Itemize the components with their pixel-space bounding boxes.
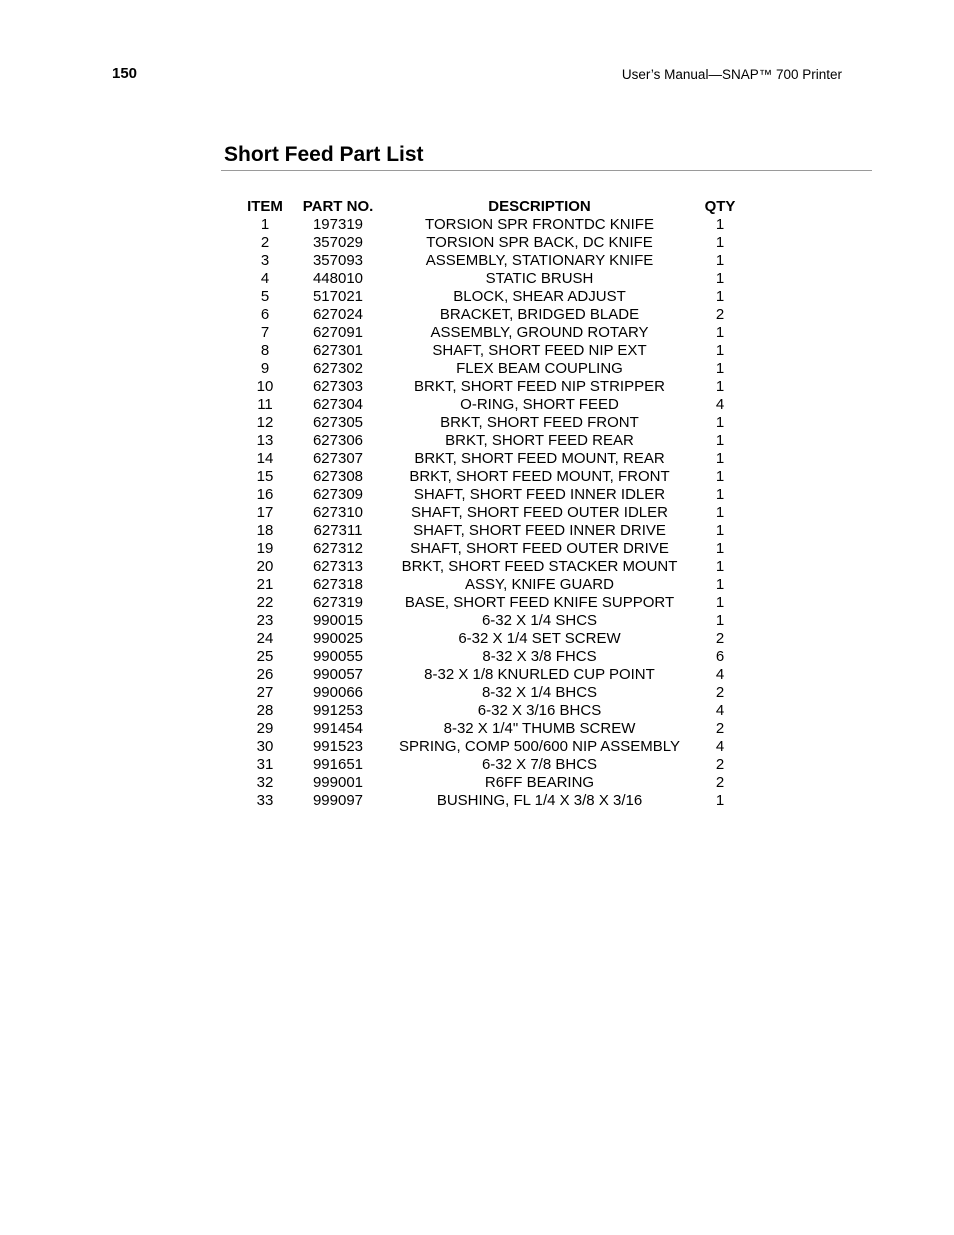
- quantity-cell: 1: [715, 360, 725, 377]
- quantity-cell: 1: [715, 522, 725, 539]
- table-row: [239, 774, 746, 792]
- part-number-cell: 990066: [312, 684, 364, 701]
- description-cell: FLEX BEAM COUPLING: [456, 360, 623, 377]
- table-row: [239, 270, 746, 288]
- table-row: [239, 468, 746, 486]
- quantity-cell: 1: [715, 504, 725, 521]
- part-number-cell: 991253: [312, 702, 364, 719]
- part-number-cell: 627307: [312, 450, 364, 467]
- part-number-cell: 627024: [312, 306, 364, 323]
- part-number-cell: 990025: [312, 630, 364, 647]
- item-number-cell: 2: [260, 234, 270, 251]
- item-number-cell: 22: [256, 594, 274, 611]
- item-number-cell: 23: [256, 612, 274, 629]
- item-number-cell: 26: [256, 666, 274, 683]
- item-number-cell: 25: [256, 648, 274, 665]
- description-cell: ASSEMBLY, STATIONARY KNIFE: [425, 252, 654, 269]
- part-number-cell: 627318: [312, 576, 364, 593]
- table-row: [239, 540, 746, 558]
- description-cell: BRKT, SHORT FEED NIP STRIPPER: [414, 378, 665, 395]
- page-number: 150: [112, 65, 138, 82]
- part-number-cell: 627306: [312, 432, 364, 449]
- part-number-cell: 991651: [312, 756, 364, 773]
- item-number-cell: 17: [256, 504, 274, 521]
- table-row: [239, 738, 746, 756]
- item-number-cell: 19: [256, 540, 274, 557]
- table-row: [239, 792, 746, 810]
- quantity-cell: 1: [715, 216, 725, 233]
- parts-table-body: [239, 216, 746, 810]
- description-cell: BRKT, SHORT FEED MOUNT, FRONT: [409, 468, 670, 485]
- part-number-cell: 627302: [312, 360, 364, 377]
- table-row: [239, 378, 746, 396]
- item-number-cell: 10: [256, 378, 274, 395]
- part-number-cell: 999097: [312, 792, 364, 809]
- description-cell: BRKT, SHORT FEED FRONT: [440, 414, 639, 431]
- table-row: [239, 234, 746, 252]
- part-number-cell: 197319: [312, 216, 364, 233]
- item-number-cell: 28: [256, 702, 274, 719]
- quantity-cell: 1: [715, 576, 725, 593]
- item-number-cell: 8: [260, 342, 270, 359]
- quantity-cell: 1: [715, 324, 725, 341]
- quantity-cell: 1: [715, 792, 725, 809]
- table-row: [239, 648, 746, 666]
- item-number-cell: 15: [256, 468, 274, 485]
- item-number-cell: 27: [256, 684, 274, 701]
- table-row: [239, 702, 746, 720]
- section-title: Short Feed Part List: [224, 143, 424, 166]
- quantity-cell: 1: [715, 612, 725, 629]
- item-number-cell: 6: [260, 306, 270, 323]
- description-cell: SHAFT, SHORT FEED INNER DRIVE: [413, 522, 666, 539]
- description-cell: BRACKET, BRIDGED BLADE: [439, 306, 640, 323]
- description-cell: SHAFT, SHORT FEED OUTER DRIVE: [410, 540, 669, 557]
- table-header-row: [239, 198, 746, 216]
- item-number-cell: 5: [260, 288, 270, 305]
- quantity-cell: 1: [715, 342, 725, 359]
- part-number-cell: 627319: [312, 594, 364, 611]
- quantity-cell: 4: [715, 666, 725, 683]
- table-row: [239, 252, 746, 270]
- description-cell: TORSION SPR BACK, DC KNIFE: [426, 234, 653, 251]
- part-number-cell: 627304: [312, 396, 364, 413]
- item-number-cell: 31: [256, 756, 274, 773]
- part-number-cell: 991523: [312, 738, 364, 755]
- part-number-cell: 991454: [312, 720, 364, 737]
- column-header-item: ITEM: [247, 198, 283, 215]
- table-row: [239, 486, 746, 504]
- item-number-cell: 21: [256, 576, 274, 593]
- description-cell: 6-32 X 7/8 BHCS: [481, 756, 598, 773]
- description-cell: BRKT, SHORT FEED STACKER MOUNT: [401, 558, 678, 575]
- part-number-cell: 627309: [312, 486, 364, 503]
- table-row: [239, 396, 746, 414]
- description-cell: BASE, SHORT FEED KNIFE SUPPORT: [404, 594, 675, 611]
- column-header-qty: QTY: [704, 198, 736, 215]
- description-cell: BRKT, SHORT FEED MOUNT, REAR: [414, 450, 665, 467]
- quantity-cell: 2: [715, 684, 725, 701]
- description-cell: BRKT, SHORT FEED REAR: [445, 432, 634, 449]
- quantity-cell: 6: [715, 648, 725, 665]
- quantity-cell: 4: [715, 738, 725, 755]
- description-cell: SPRING, COMP 500/600 NIP ASSEMBLY: [399, 738, 680, 755]
- table-row: [239, 450, 746, 468]
- quantity-cell: 1: [715, 270, 725, 287]
- item-number-cell: 12: [256, 414, 274, 431]
- table-row: [239, 576, 746, 594]
- part-number-cell: 627305: [312, 414, 364, 431]
- column-header-part-no: PART NO.: [302, 198, 374, 215]
- item-number-cell: 32: [256, 774, 274, 791]
- description-cell: 8-32 X 3/8 FHCS: [482, 648, 597, 665]
- item-number-cell: 9: [260, 360, 270, 377]
- table-row: [239, 684, 746, 702]
- part-number-cell: 627311: [313, 522, 363, 539]
- table-row: [239, 432, 746, 450]
- quantity-cell: 1: [715, 468, 725, 485]
- description-cell: TORSION SPR FRONTDC KNIFE: [425, 216, 654, 233]
- description-cell: SHAFT, SHORT FEED OUTER IDLER: [411, 504, 668, 521]
- quantity-cell: 2: [715, 720, 725, 737]
- description-cell: 6-32 X 1/4 SHCS: [481, 612, 598, 629]
- part-number-cell: 627091: [312, 324, 364, 341]
- item-number-cell: 13: [256, 432, 274, 449]
- item-number-cell: 11: [257, 396, 273, 413]
- item-number-cell: 3: [260, 252, 270, 269]
- quantity-cell: 1: [715, 252, 725, 269]
- quantity-cell: 1: [715, 288, 725, 305]
- quantity-cell: 1: [715, 540, 725, 557]
- part-number-cell: 517021: [312, 288, 364, 305]
- title-divider: [221, 170, 872, 171]
- item-number-cell: 1: [260, 216, 270, 233]
- description-cell: SHAFT, SHORT FEED INNER IDLER: [413, 486, 666, 503]
- description-cell: SHAFT, SHORT FEED NIP EXT: [432, 342, 647, 359]
- description-cell: 6-32 X 1/4 SET SCREW: [458, 630, 621, 647]
- description-cell: R6FF BEARING: [484, 774, 595, 791]
- part-number-cell: 990015: [312, 612, 364, 629]
- part-number-cell: 357093: [312, 252, 364, 269]
- item-number-cell: 24: [256, 630, 274, 647]
- table-row: [239, 630, 746, 648]
- quantity-cell: 1: [715, 558, 725, 575]
- item-number-cell: 30: [256, 738, 274, 755]
- column-header-description: DESCRIPTION: [488, 198, 591, 215]
- description-cell: BLOCK, SHEAR ADJUST: [453, 288, 626, 305]
- quantity-cell: 1: [715, 378, 725, 395]
- part-number-cell: 448010: [312, 270, 364, 287]
- table-row: [239, 756, 746, 774]
- item-number-cell: 16: [256, 486, 274, 503]
- description-cell: BUSHING, FL 1/4 X 3/8 X 3/16: [436, 792, 643, 809]
- description-cell: 8-32 X 1/8 KNURLED CUP POINT: [424, 666, 655, 683]
- part-number-cell: 990055: [312, 648, 364, 665]
- quantity-cell: 1: [715, 234, 725, 251]
- part-number-cell: 357029: [312, 234, 364, 251]
- table-row: [239, 720, 746, 738]
- table-row: [239, 306, 746, 324]
- part-number-cell: 627303: [312, 378, 364, 395]
- quantity-cell: 2: [715, 756, 725, 773]
- item-number-cell: 29: [256, 720, 274, 737]
- quantity-cell: 1: [715, 450, 725, 467]
- table-row: [239, 594, 746, 612]
- description-cell: STATIC BRUSH: [485, 270, 594, 287]
- description-cell: ASSEMBLY, GROUND ROTARY: [430, 324, 649, 341]
- part-number-cell: 627308: [312, 468, 364, 485]
- table-row: [239, 666, 746, 684]
- table-row: [239, 558, 746, 576]
- description-cell: 8-32 X 1/4" THUMB SCREW: [443, 720, 636, 737]
- quantity-cell: 2: [715, 630, 725, 647]
- quantity-cell: 1: [715, 414, 725, 431]
- quantity-cell: 1: [715, 594, 725, 611]
- item-number-cell: 33: [256, 792, 274, 809]
- part-number-cell: 627301: [312, 342, 364, 359]
- quantity-cell: 1: [715, 432, 725, 449]
- item-number-cell: 20: [256, 558, 274, 575]
- table-row: [239, 504, 746, 522]
- description-cell: O-RING, SHORT FEED: [460, 396, 619, 413]
- description-cell: 6-32 X 3/16 BHCS: [477, 702, 602, 719]
- quantity-cell: 2: [715, 306, 725, 323]
- parts-table: [239, 198, 746, 810]
- table-row: [239, 612, 746, 630]
- quantity-cell: 4: [715, 702, 725, 719]
- table-row: [239, 324, 746, 342]
- table-row: [239, 414, 746, 432]
- description-cell: 8-32 X 1/4 BHCS: [481, 684, 598, 701]
- part-number-cell: 627310: [312, 504, 364, 521]
- running-header: User’s Manual—SNAP™ 700 Printer: [621, 67, 842, 82]
- table-row: [239, 288, 746, 306]
- quantity-cell: 4: [715, 396, 725, 413]
- item-number-cell: 7: [260, 324, 270, 341]
- item-number-cell: 14: [256, 450, 274, 467]
- item-number-cell: 18: [256, 522, 274, 539]
- part-number-cell: 627313: [312, 558, 364, 575]
- table-row: [239, 342, 746, 360]
- part-number-cell: 999001: [312, 774, 364, 791]
- quantity-cell: 2: [715, 774, 725, 791]
- part-number-cell: 627312: [312, 540, 364, 557]
- description-cell: ASSY, KNIFE GUARD: [465, 576, 614, 593]
- part-number-cell: 990057: [312, 666, 364, 683]
- quantity-cell: 1: [715, 486, 725, 503]
- table-row: [239, 360, 746, 378]
- item-number-cell: 4: [260, 270, 270, 287]
- table-row: [239, 522, 746, 540]
- table-row: [239, 216, 746, 234]
